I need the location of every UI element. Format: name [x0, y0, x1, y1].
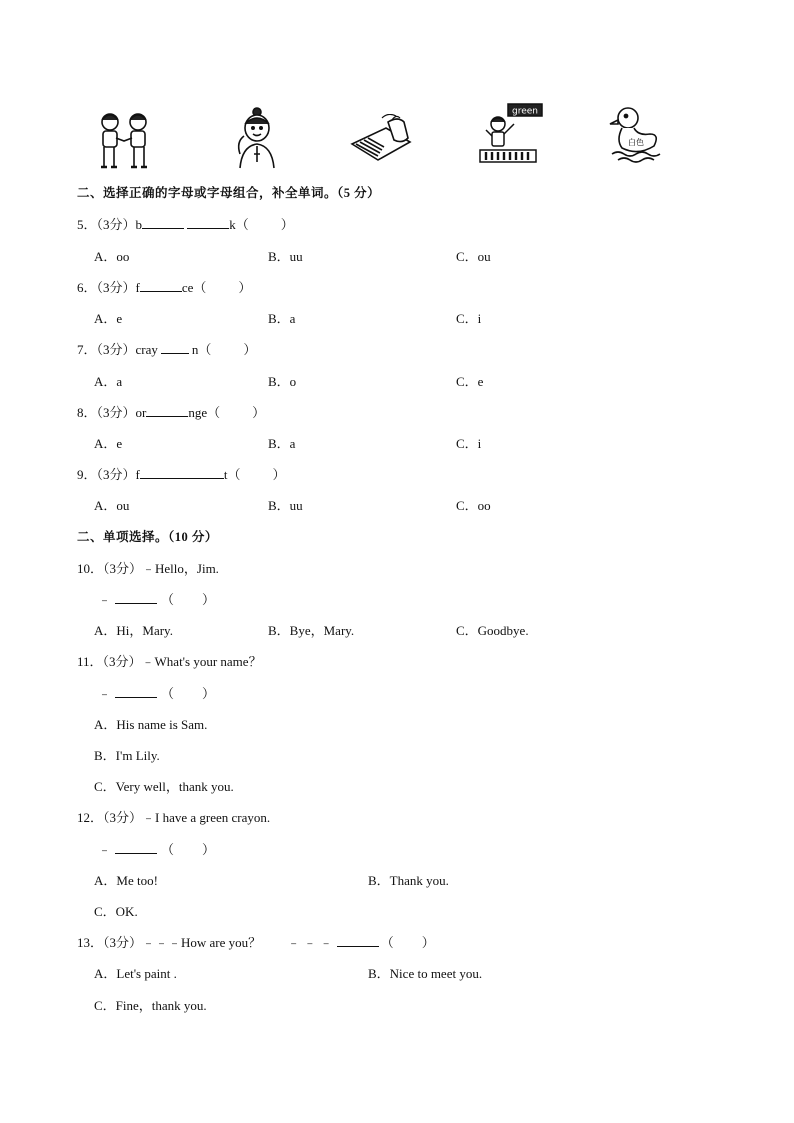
answer-blank[interactable]	[115, 592, 157, 604]
question-9	[77, 467, 286, 483]
question-12	[77, 810, 270, 826]
option-b[interactable]: B．Thank you.	[368, 873, 449, 888]
option-c[interactable]: C．i	[456, 311, 482, 326]
option-b[interactable]: B．a	[268, 436, 296, 451]
close-paren: ）	[202, 842, 216, 857]
open-paren: （	[161, 842, 175, 857]
answer-blank[interactable]	[187, 217, 229, 229]
answer-blank[interactable]	[115, 686, 157, 698]
word-fragment: nge（	[188, 405, 221, 420]
close-paren: ）	[252, 405, 266, 420]
option-b[interactable]: B．uu	[268, 498, 303, 513]
word-fragment: n（	[191, 342, 212, 357]
question-number: 12．（3分）	[77, 810, 143, 825]
question-prompt: ﹣What's your name？	[141, 654, 262, 669]
answer-blank[interactable]	[337, 935, 379, 947]
option-c[interactable]: C．e	[456, 374, 484, 389]
option-b[interactable]: B．a	[268, 311, 296, 326]
question-prompt: ﹣Hello，Jim.	[142, 561, 219, 576]
question-number: 13．（3分）	[77, 935, 143, 950]
question-11	[77, 654, 262, 670]
word-fragment: or	[135, 405, 147, 420]
open-paren: （	[161, 686, 175, 701]
question-prompt: ﹣﹣﹣How are you？	[142, 935, 262, 950]
option-c[interactable]: C．Goodbye.	[456, 623, 529, 638]
word-fragment: f	[135, 280, 140, 295]
option-b[interactable]: B．uu	[268, 249, 303, 264]
green-sign-text: green	[512, 106, 538, 117]
answer-blank[interactable]	[115, 842, 157, 854]
word-fragment: cray	[135, 342, 158, 357]
option-a[interactable]: A．His name is Sam.	[94, 717, 208, 732]
option-a[interactable]: A．Me too!	[94, 873, 158, 888]
question-8	[77, 405, 265, 421]
question-7	[77, 342, 256, 358]
question-5	[77, 217, 294, 233]
option-c[interactable]: C．ou	[456, 249, 491, 264]
question-13	[77, 935, 435, 951]
option-c[interactable]: C．Fine，thank you.	[94, 998, 207, 1013]
boy-pointing-green-sign-picture	[476, 102, 544, 166]
hand-opening-book-picture	[348, 114, 414, 164]
option-a[interactable]: A．ou	[94, 498, 130, 513]
answer-dash: ﹣	[98, 592, 112, 607]
option-c[interactable]: C．Very well，thank you.	[94, 779, 234, 794]
answer-blank[interactable]	[146, 405, 188, 417]
section-title-single-choice: 二、单项选择。（10 分）	[77, 530, 218, 544]
question-number: 11．（3分）	[77, 654, 142, 669]
word-fragment: k（	[229, 217, 249, 232]
close-paren: ）	[202, 592, 216, 607]
question-number: 9．（3分）	[77, 467, 136, 482]
answer-blank[interactable]	[140, 467, 224, 479]
option-a[interactable]: A．oo	[94, 249, 130, 264]
answer-line	[98, 592, 215, 608]
question-number: 5．（3分）	[77, 217, 136, 232]
option-b[interactable]: B．I'm Lily.	[94, 748, 160, 763]
close-paren: ）	[202, 686, 216, 701]
answer-line	[98, 686, 215, 702]
option-b[interactable]: B．o	[268, 374, 297, 389]
answer-dashes: ﹣ ﹣ ﹣	[287, 935, 333, 950]
option-a[interactable]: A．e	[94, 311, 123, 326]
word-fragment: b	[135, 217, 143, 232]
close-paren: ）	[280, 217, 294, 232]
question-6	[77, 280, 251, 296]
option-c[interactable]: C．oo	[456, 498, 491, 513]
word-fragment: f	[135, 467, 140, 482]
word-fragment: ce（	[181, 280, 207, 295]
question-10	[77, 561, 219, 577]
section-title-fill-letters: 二、选择正确的字母或字母组合，补全单词。（5 分）	[77, 186, 381, 200]
two-boys-shaking-hands-picture	[94, 108, 154, 170]
word-fragment: t（	[223, 467, 241, 482]
answer-blank[interactable]	[142, 217, 184, 229]
answer-dash: ﹣	[98, 842, 112, 857]
question-number: 10．（3分）	[77, 561, 143, 576]
option-a[interactable]: A．Let's paint .	[94, 966, 177, 981]
option-b[interactable]: B．Nice to meet you.	[368, 966, 483, 981]
option-a[interactable]: A．Hi，Mary.	[94, 623, 173, 638]
close-paren: ）	[238, 280, 252, 295]
open-paren: （	[380, 935, 394, 950]
option-a[interactable]: A．a	[94, 374, 123, 389]
question-prompt: ﹣I have a green crayon.	[142, 810, 271, 825]
question-number: 8．（3分）	[77, 405, 136, 420]
question-number: 7．（3分）	[77, 342, 136, 357]
answer-line	[98, 842, 215, 858]
open-paren: （	[161, 592, 175, 607]
question-number: 6．（3分）	[77, 280, 136, 295]
option-c[interactable]: C．i	[456, 436, 482, 451]
girl-talking-picture	[232, 106, 282, 170]
duck-label-text: 白色	[628, 138, 644, 147]
answer-dash: ﹣	[98, 686, 112, 701]
close-paren: ）	[272, 467, 286, 482]
option-a[interactable]: A．e	[94, 436, 123, 451]
close-paren: ）	[421, 935, 435, 950]
close-paren: ）	[243, 342, 257, 357]
answer-blank[interactable]	[140, 280, 182, 292]
answer-blank[interactable]	[161, 342, 189, 354]
option-c[interactable]: C．OK.	[94, 904, 138, 919]
duck-swimming-picture	[608, 104, 662, 164]
option-b[interactable]: B．Bye，Mary.	[268, 623, 355, 638]
